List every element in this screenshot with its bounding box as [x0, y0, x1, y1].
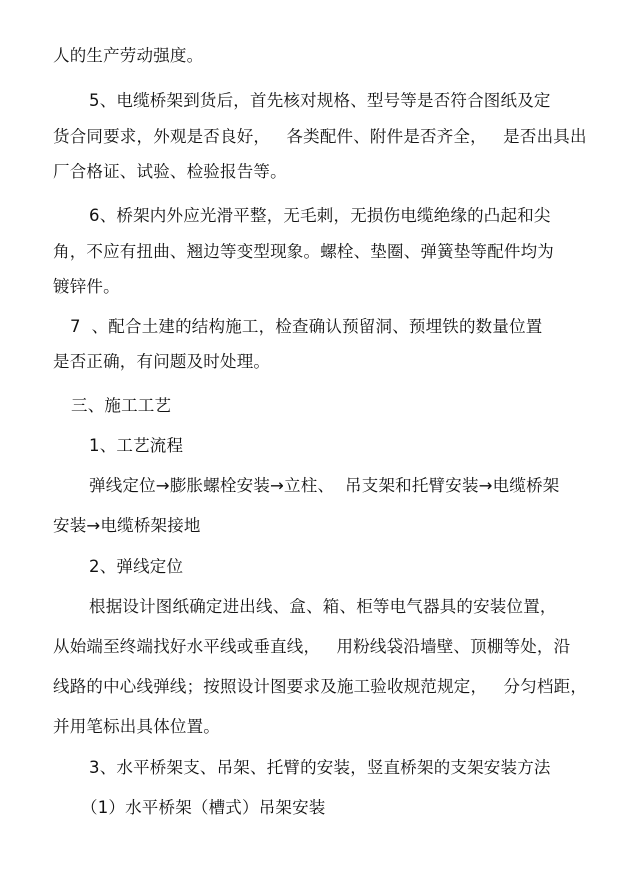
text-line: 人的生产劳动强度。 [53, 46, 204, 65]
text-line: 三、施工工艺 [71, 396, 172, 415]
text-line: 线路的中心线弹线；按照设计图要求及施工验收规范规定， 分匀档距， [53, 677, 588, 696]
text-line: 并用笔标出具体位置。 [53, 717, 220, 736]
text-line: 5、电缆桥架到货后，首先核对规格、型号等是否符合图纸及定 [89, 91, 551, 110]
text-line: （1）水平桥架（槽式）吊架安装 [81, 798, 326, 817]
text-line: 2、弹线定位 [89, 557, 184, 576]
text-line: 厂合格证、试验、检验报告等。 [53, 162, 287, 181]
text-line: 3、水平桥架支、吊架、托臂的安装，竖直桥架的支架安装方法 [89, 758, 551, 777]
text-line: 根据设计图纸确定进出线、盒、箱、柜等电气器具的安装位置， [89, 597, 557, 616]
text-line: 角，不应有扭曲、翘边等变型现象。螺栓、垫圈、弹簧垫等配件均为 [53, 242, 554, 261]
text-line: 安装→电缆桥架接地 [53, 516, 201, 535]
text-line: 7 、配合土建的结构施工，检查确认预留洞、预埋铁的数量位置 [70, 317, 543, 336]
text-line: 1、工艺流程 [89, 436, 184, 455]
text-line: 从始端至终端找好水平线或垂直线， 用粉线袋沿墙壁、顶棚等处，沿 [53, 637, 571, 656]
text-line: 镀锌件。 [53, 277, 120, 296]
text-line: 货合同要求，外观是否良好， 各类配件、附件是否齐全， 是否出具出 [53, 127, 587, 146]
text-line: 6、桥架内外应光滑平整，无毛刺，无损伤电缆绝缘的凸起和尖 [89, 206, 551, 225]
text-line: 弹线定位→膨胀螺栓安装→立柱、 吊支架和托臂安装→电缆桥架 [89, 476, 560, 495]
text-line: 是否正确，有问题及时处理。 [53, 352, 271, 371]
